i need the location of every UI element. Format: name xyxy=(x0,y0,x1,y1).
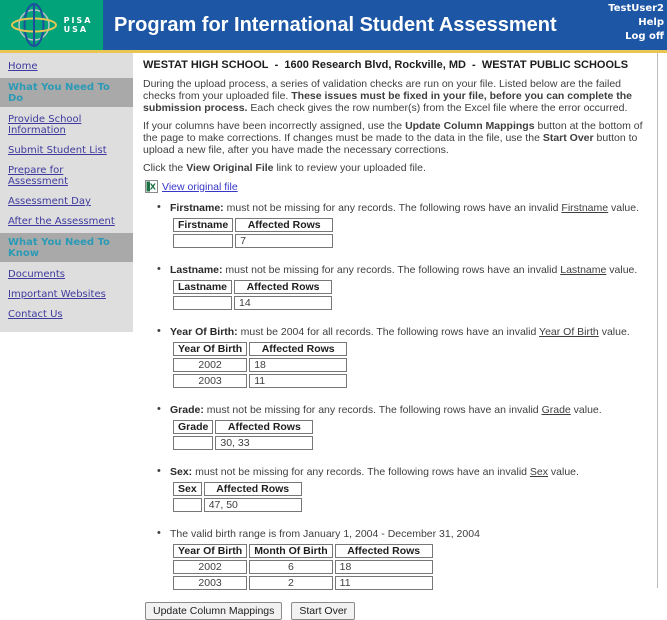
check-5-bold-text: Sex: xyxy=(170,466,193,478)
column-header-grade: Grade xyxy=(173,420,213,434)
table-cell: 18 xyxy=(249,358,347,372)
sidebar-item-documents[interactable]: Documents xyxy=(8,269,66,280)
check-table-6 xyxy=(171,542,435,592)
header-links xyxy=(608,2,664,44)
check-1-bold-text: Firstname: xyxy=(170,202,224,214)
table-cell: 7 xyxy=(235,234,333,248)
check-table-1 xyxy=(171,216,335,250)
table-cell: 18 xyxy=(335,560,433,574)
table-cell: 6 xyxy=(249,560,332,574)
check-item-4 xyxy=(157,404,643,452)
update-column-mappings-button[interactable]: Update Column Mappings xyxy=(145,602,282,620)
column-header-affected-rows: Affected Rows xyxy=(204,482,302,496)
check-2-bold-text: Lastname: xyxy=(170,264,223,276)
table-cell: 2 xyxy=(249,576,332,590)
column-header-year-of-birth: Year Of Birth xyxy=(173,342,247,356)
sidebar-item-important-websites[interactable]: Important Websites xyxy=(8,289,106,300)
check-4-text: must not be missing for any records. The following rows have an invalid xyxy=(203,404,542,416)
intro-paragraph-1 xyxy=(143,78,643,114)
window-edge xyxy=(657,53,658,588)
check-description-4 xyxy=(170,404,643,416)
help-link[interactable]: Help xyxy=(638,17,664,28)
sidebar-section-what-you-need-to-know: What You Need To Know xyxy=(0,233,133,262)
check-item-2 xyxy=(157,264,643,312)
table-cell: 11 xyxy=(249,374,347,388)
user-link[interactable]: TestUser2 xyxy=(608,3,664,14)
buttons-row xyxy=(145,602,643,620)
intro-paragraph-3-bold-text: View Original File xyxy=(186,162,274,174)
check-description-5 xyxy=(170,466,643,478)
intro-paragraph-2 xyxy=(143,120,643,156)
check-2-text: value. xyxy=(606,264,638,276)
table-cell: 30, 33 xyxy=(215,436,313,450)
sidebar-item-assessment-day[interactable]: Assessment Day xyxy=(8,196,91,207)
check-1-text: must not be missing for any records. The following rows have an invalid xyxy=(223,202,562,214)
table-cell xyxy=(173,498,202,512)
column-header-affected-rows: Affected Rows xyxy=(249,342,347,356)
table-row xyxy=(173,234,333,248)
sidebar-item-contact-us[interactable]: Contact Us xyxy=(8,309,63,320)
check-table-5 xyxy=(171,480,304,514)
sidebar-section-what-you-need-to-do: What You Need To Do xyxy=(0,78,133,107)
check-table-4 xyxy=(171,418,315,452)
pisa-logo xyxy=(0,0,103,50)
check-4-text: value. xyxy=(570,404,602,416)
logo-pisa-label: PISA xyxy=(63,16,93,25)
check-3-text: value. xyxy=(598,326,630,338)
column-header-firstname: Firstname xyxy=(173,218,233,232)
column-header-affected-rows: Affected Rows xyxy=(215,420,313,434)
logoff-link[interactable]: Log off xyxy=(625,31,664,42)
intro-paragraph-2-bold-text: Update Column Mappings xyxy=(405,120,535,132)
intro-paragraph-2-text: If your columns have been incorrectly assigned, use the xyxy=(143,120,406,132)
check-4-field-link[interactable]: Grade xyxy=(541,404,571,416)
intro-paragraph-1-text: Each check gives the row number(s) from the Excel file where the error occurred. xyxy=(247,102,628,114)
intro-paragraph-2-bold-text: Start Over xyxy=(542,132,594,144)
column-header-month-of-birth: Month Of Birth xyxy=(249,544,332,558)
sidebar-item-home[interactable]: Home xyxy=(8,61,38,72)
check-5-text: value. xyxy=(548,466,579,478)
table-row xyxy=(173,374,347,388)
column-header-affected-rows: Affected Rows xyxy=(335,544,433,558)
logo-text xyxy=(64,16,93,34)
logo-usa-label: USA xyxy=(63,25,89,34)
intro-paragraph-2-text: button to upload a new file, after you have made the necessary corrections. xyxy=(143,132,638,156)
check-5-field-link[interactable]: Sex xyxy=(529,466,548,478)
table-row xyxy=(173,358,347,372)
sidebar-item-after-the-assessment[interactable]: After the Assessment xyxy=(8,216,115,227)
table-cell: 47, 50 xyxy=(204,498,302,512)
check-description-3 xyxy=(170,326,643,338)
table-cell: 2002 xyxy=(173,560,247,574)
header-title-bar xyxy=(103,0,667,50)
table-row xyxy=(173,296,332,310)
column-header-sex: Sex xyxy=(173,482,202,496)
check-3-field-link[interactable]: Year Of Birth xyxy=(539,326,599,338)
table-cell: 14 xyxy=(234,296,332,310)
check-item-3 xyxy=(157,326,643,390)
intro-paragraph-3-text: link to review your uploaded file. xyxy=(273,162,426,174)
check-1-text: value. xyxy=(608,202,640,214)
check-3-bold-text: Year Of Birth: xyxy=(170,326,238,338)
intro-paragraph-3 xyxy=(143,162,643,174)
main-content xyxy=(133,53,657,620)
check-5-text: must not be missing for any records. The following rows have an invalid xyxy=(192,466,530,478)
table-row xyxy=(173,498,302,512)
intro-paragraph-3-text: Click the xyxy=(143,162,187,174)
sidebar-nav xyxy=(0,53,133,332)
excel-file-icon xyxy=(145,180,158,193)
check-6-text: The valid birth range is from January 1, 2004 - December 31, 2004 xyxy=(170,528,480,540)
check-item-1 xyxy=(157,202,643,250)
check-3-text: must be 2004 for all records. The following rows have an invalid xyxy=(237,326,540,338)
table-row xyxy=(173,436,313,450)
table-row xyxy=(173,560,433,574)
app-title: Program for International Student Assessment xyxy=(114,13,557,36)
table-cell xyxy=(173,296,232,310)
view-file-row xyxy=(145,180,643,193)
check-item-5 xyxy=(157,466,643,514)
check-1-field-link[interactable]: Firstname xyxy=(561,202,609,214)
column-header-lastname: Lastname xyxy=(173,280,232,294)
validation-checks-list xyxy=(157,202,643,592)
header xyxy=(0,0,667,50)
sidebar-item-prepare-for-assessment[interactable]: Prepare for Assessment xyxy=(8,165,68,187)
sidebar-item-submit-student-list[interactable]: Submit Student List xyxy=(8,145,107,156)
check-item-6 xyxy=(157,528,643,592)
check-table-3 xyxy=(171,340,349,390)
check-description-6 xyxy=(170,528,643,540)
view-original-file-link[interactable]: View original file xyxy=(162,180,238,193)
intro-paragraph-1-bold-text: These issues must be fixed in your file, before you can complete the submission process. xyxy=(143,90,633,114)
intro-paragraph-1-text: During the upload process, a series of validation checks are run on your file. Listed below are the failed checks from your uploaded file. xyxy=(143,78,622,102)
check-table-2 xyxy=(171,278,334,312)
check-2-field-link[interactable]: Lastname xyxy=(560,264,607,276)
school-header: WESTAT HIGH SCHOOL - 1600 Research Blvd, Rockville, MD - WESTAT PUBLIC SCHOOLS xyxy=(143,59,629,71)
globe-icon xyxy=(11,2,61,48)
sidebar-item-provide-school-information[interactable]: Provide School Information xyxy=(8,114,82,136)
table-cell: 2003 xyxy=(173,374,247,388)
table-cell xyxy=(173,234,233,248)
intro-paragraph-2-text: button at the bottom of the page to make corrections. If changes must be made to the data in the file, use the xyxy=(143,120,643,144)
check-2-text: must not be missing for any records. The following rows have an invalid xyxy=(222,264,561,276)
table-cell xyxy=(173,436,213,450)
column-header-affected-rows: Affected Rows xyxy=(234,280,332,294)
start-over-button[interactable]: Start Over xyxy=(291,602,355,620)
table-cell: 2002 xyxy=(173,358,247,372)
svg-text:X: X xyxy=(149,182,156,192)
table-cell: 11 xyxy=(335,576,433,590)
table-cell: 2003 xyxy=(173,576,247,590)
intro-paragraphs xyxy=(143,78,643,174)
column-header-year-of-birth: Year Of Birth xyxy=(173,544,247,558)
column-header-affected-rows: Affected Rows xyxy=(235,218,333,232)
check-description-1 xyxy=(170,202,643,214)
check-description-2 xyxy=(170,264,643,276)
check-4-bold-text: Grade: xyxy=(170,404,204,416)
